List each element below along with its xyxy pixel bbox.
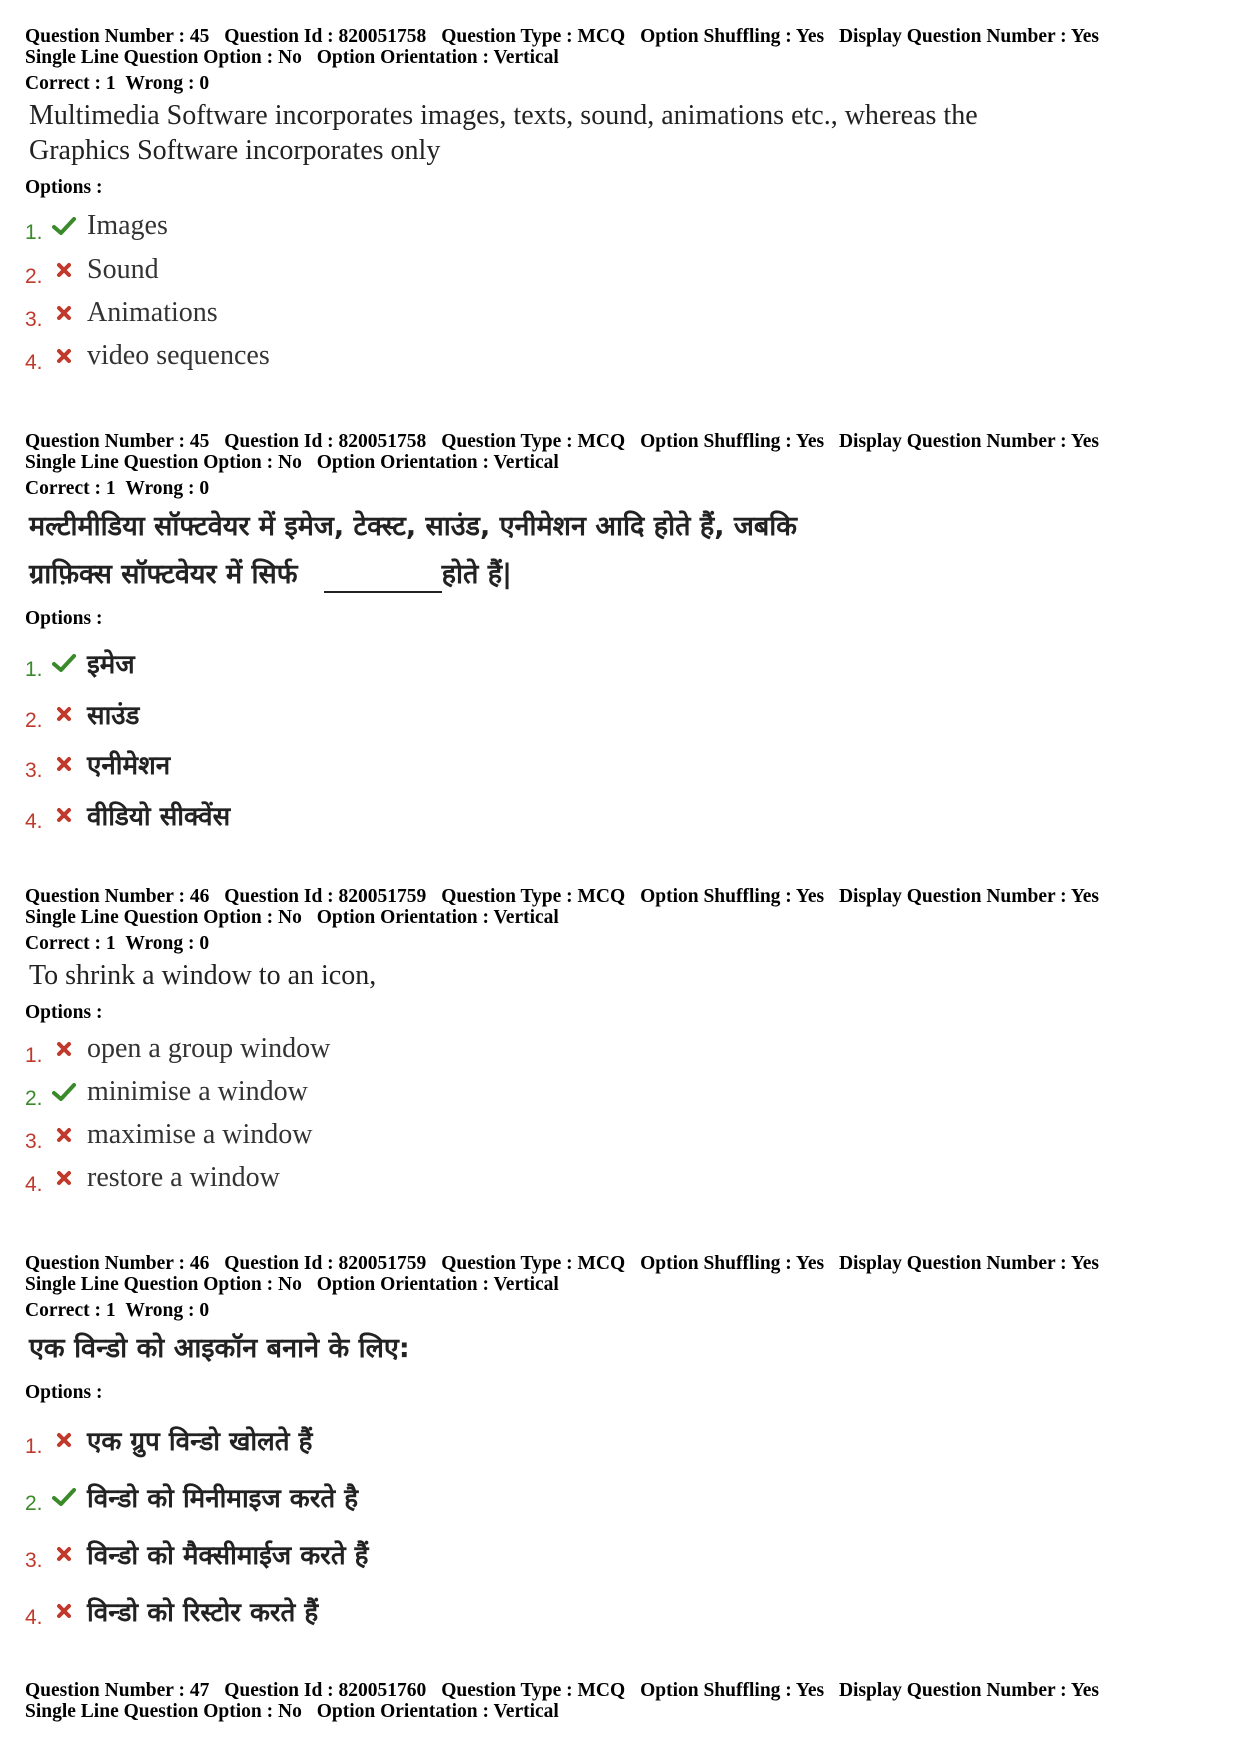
option-number: 3. [25, 759, 43, 782]
correct-score: Correct : 1 [25, 933, 116, 954]
question-text-tail: होते हैं| [441, 559, 512, 590]
correct-wrong-line [25, 478, 1215, 499]
correct-wrong-line [25, 73, 1215, 94]
option-item [25, 1582, 1215, 1639]
option-number: 1. [25, 658, 43, 681]
meta-option-shuffling: Option Shuffling : Yes [640, 26, 825, 47]
meta-option-shuffling: Option Shuffling : Yes [640, 1253, 825, 1274]
question-text-line: Graphics Software incorporates only [29, 135, 441, 166]
question-meta-line2 [25, 1274, 1215, 1295]
question-block-q45-en [25, 26, 1215, 377]
meta-question-number: Question Number : 45 [25, 431, 210, 452]
cross-icon [51, 1598, 77, 1624]
option-text: साउंड [87, 701, 140, 731]
check-icon [51, 213, 77, 239]
wrong-score: Wrong : 0 [125, 933, 210, 954]
cross-icon [51, 751, 77, 777]
meta-display-question-number: Display Question Number : Yes [838, 431, 1099, 452]
meta-option-shuffling: Option Shuffling : Yes [640, 1680, 825, 1701]
wrong-score: Wrong : 0 [125, 73, 210, 94]
option-item [25, 739, 1215, 789]
option-number: 3. [25, 307, 43, 331]
meta-display-question-number: Display Question Number : Yes [838, 1680, 1099, 1701]
question-text-line-with-blank [29, 551, 1215, 599]
meta-question-id: Question Id : 820051760 [224, 1680, 427, 1701]
meta-question-number: Question Number : 46 [25, 1253, 210, 1274]
meta-question-type: Question Type : MCQ [441, 431, 626, 452]
options-list [25, 1027, 1215, 1199]
option-item [25, 1070, 1215, 1113]
option-item [25, 1027, 1215, 1070]
question-text-line: To shrink a window to an icon, [29, 960, 377, 991]
options-label: Options : [25, 608, 103, 629]
option-number: 4. [25, 1605, 43, 1629]
option-number: 4. [25, 1172, 43, 1196]
option-number: 3. [25, 1548, 43, 1572]
question-text-line: मल्टीमीडिया सॉफ्टवेयर में इमेज, टेक्स्ट, साउंड, एनीमेशन आदि होते हैं, जबकि [29, 511, 798, 542]
option-text: वीडियो सीक्वेंस [87, 802, 231, 832]
check-icon [51, 1079, 77, 1105]
meta-question-type: Question Type : MCQ [441, 1253, 626, 1274]
option-number: 2. [25, 709, 43, 732]
option-number: 1. [25, 1043, 43, 1067]
option-number: 2. [25, 1086, 43, 1110]
option-item [25, 1156, 1215, 1199]
option-number: 1. [25, 1434, 43, 1458]
option-text: open a group window [87, 1032, 331, 1064]
question-meta-line2 [25, 1701, 1215, 1722]
meta-single-line-option: Single Line Question Option : No [25, 1274, 302, 1295]
option-item [25, 1525, 1215, 1582]
option-item [25, 291, 1215, 334]
meta-question-id: Question Id : 820051759 [224, 1253, 427, 1274]
meta-single-line-option: Single Line Question Option : No [25, 47, 302, 68]
option-text: विन्डो को मिनीमाइज करते है [87, 1483, 359, 1514]
option-number: 1. [25, 221, 43, 244]
question-text [29, 98, 1215, 168]
option-number: 4. [25, 810, 43, 833]
question-text [29, 503, 1215, 599]
options-list [25, 1411, 1215, 1639]
option-text: विन्डो को मैक्सीमाईज करते हैं [87, 1540, 369, 1571]
cross-icon [51, 701, 77, 727]
wrong-score: Wrong : 0 [125, 1300, 210, 1321]
meta-question-number: Question Number : 45 [25, 26, 210, 47]
question-meta-line2 [25, 907, 1215, 928]
meta-question-number: Question Number : 47 [25, 1680, 210, 1701]
cross-icon [51, 257, 77, 283]
option-text: restore a window [87, 1161, 280, 1193]
question-meta-line1 [25, 1253, 1215, 1274]
question-text-line: Multimedia Software incorporates images, texts, sound, animations etc., whereas the [29, 100, 978, 131]
question-block-q46-hi [25, 1253, 1215, 1639]
meta-single-line-option: Single Line Question Option : No [25, 1701, 302, 1722]
cross-icon [51, 300, 77, 326]
question-meta-line1 [25, 431, 1215, 452]
meta-single-line-option: Single Line Question Option : No [25, 452, 302, 473]
option-text: एनीमेशन [87, 751, 171, 781]
meta-option-orientation: Option Orientation : Vertical [316, 1274, 559, 1295]
correct-score: Correct : 1 [25, 478, 116, 499]
meta-question-id: Question Id : 820051758 [224, 431, 427, 452]
options-list [25, 637, 1215, 841]
option-text: video sequences [87, 339, 270, 371]
option-text: maximise a window [87, 1118, 313, 1150]
meta-question-type: Question Type : MCQ [441, 1680, 626, 1701]
option-item [25, 789, 1215, 841]
option-number: 4. [25, 350, 43, 374]
option-item [25, 248, 1215, 291]
cross-icon [51, 343, 77, 369]
option-item [25, 1468, 1215, 1525]
question-text-line: ग्राफ़िक्स सॉफ्टवेयर में सिर्फ [29, 559, 298, 590]
option-text: minimise a window [87, 1075, 308, 1107]
meta-option-shuffling: Option Shuffling : Yes [640, 886, 825, 907]
cross-icon [51, 1122, 77, 1148]
correct-wrong-line [25, 933, 1215, 954]
option-item [25, 334, 1215, 377]
meta-question-id: Question Id : 820051758 [224, 26, 427, 47]
meta-question-type: Question Type : MCQ [441, 26, 626, 47]
options-label: Options : [25, 177, 103, 198]
meta-option-shuffling: Option Shuffling : Yes [640, 431, 825, 452]
meta-option-orientation: Option Orientation : Vertical [316, 452, 559, 473]
meta-display-question-number: Display Question Number : Yes [838, 26, 1099, 47]
question-text-line: एक विन्डो को आइकॉन बनाने के लिए: [29, 1333, 410, 1364]
option-text: एक ग्रुप विन्डो खोलते हैं [87, 1426, 313, 1457]
cross-icon [51, 1427, 77, 1453]
meta-display-question-number: Display Question Number : Yes [838, 886, 1099, 907]
option-item [25, 204, 1215, 248]
question-meta-line1 [25, 886, 1215, 907]
option-text: Animations [87, 296, 218, 328]
meta-single-line-option: Single Line Question Option : No [25, 907, 302, 928]
option-text: विन्डो को रिस्टोर करते हैं [87, 1597, 319, 1628]
question-meta-line1 [25, 1680, 1215, 1701]
option-number: 2. [25, 1491, 43, 1515]
question-meta-line2 [25, 452, 1215, 473]
option-text: इमेज [87, 650, 135, 680]
wrong-score: Wrong : 0 [125, 478, 210, 499]
question-text [29, 1325, 1215, 1373]
question-meta-line2 [25, 47, 1215, 68]
meta-question-id: Question Id : 820051759 [224, 886, 427, 907]
cross-icon [51, 1036, 77, 1062]
options-label: Options : [25, 1382, 103, 1403]
option-text: Sound [87, 253, 159, 285]
option-number: 2. [25, 264, 43, 288]
correct-wrong-line [25, 1300, 1215, 1321]
question-text [29, 958, 1215, 993]
meta-option-orientation: Option Orientation : Vertical [316, 47, 559, 68]
check-icon [51, 650, 77, 676]
options-list [25, 204, 1215, 377]
option-item [25, 689, 1215, 739]
option-item [25, 1411, 1215, 1468]
meta-question-number: Question Number : 46 [25, 886, 210, 907]
correct-score: Correct : 1 [25, 73, 116, 94]
question-block-q45-hi [25, 431, 1215, 841]
meta-option-orientation: Option Orientation : Vertical [316, 1701, 559, 1722]
cross-icon [51, 1541, 77, 1567]
option-text: Images [87, 210, 168, 241]
option-item [25, 1113, 1215, 1156]
cross-icon [51, 1165, 77, 1191]
meta-option-orientation: Option Orientation : Vertical [316, 907, 559, 928]
question-block-q46-en [25, 886, 1215, 1199]
option-number: 3. [25, 1129, 43, 1153]
meta-display-question-number: Display Question Number : Yes [838, 1253, 1099, 1274]
answer-blank [324, 591, 442, 593]
question-block-q47 [25, 1680, 1215, 1722]
cross-icon [51, 802, 77, 828]
option-item [25, 637, 1215, 689]
options-label: Options : [25, 1002, 103, 1023]
question-meta-line1 [25, 26, 1215, 47]
check-icon [51, 1484, 77, 1510]
meta-question-type: Question Type : MCQ [441, 886, 626, 907]
correct-score: Correct : 1 [25, 1300, 116, 1321]
